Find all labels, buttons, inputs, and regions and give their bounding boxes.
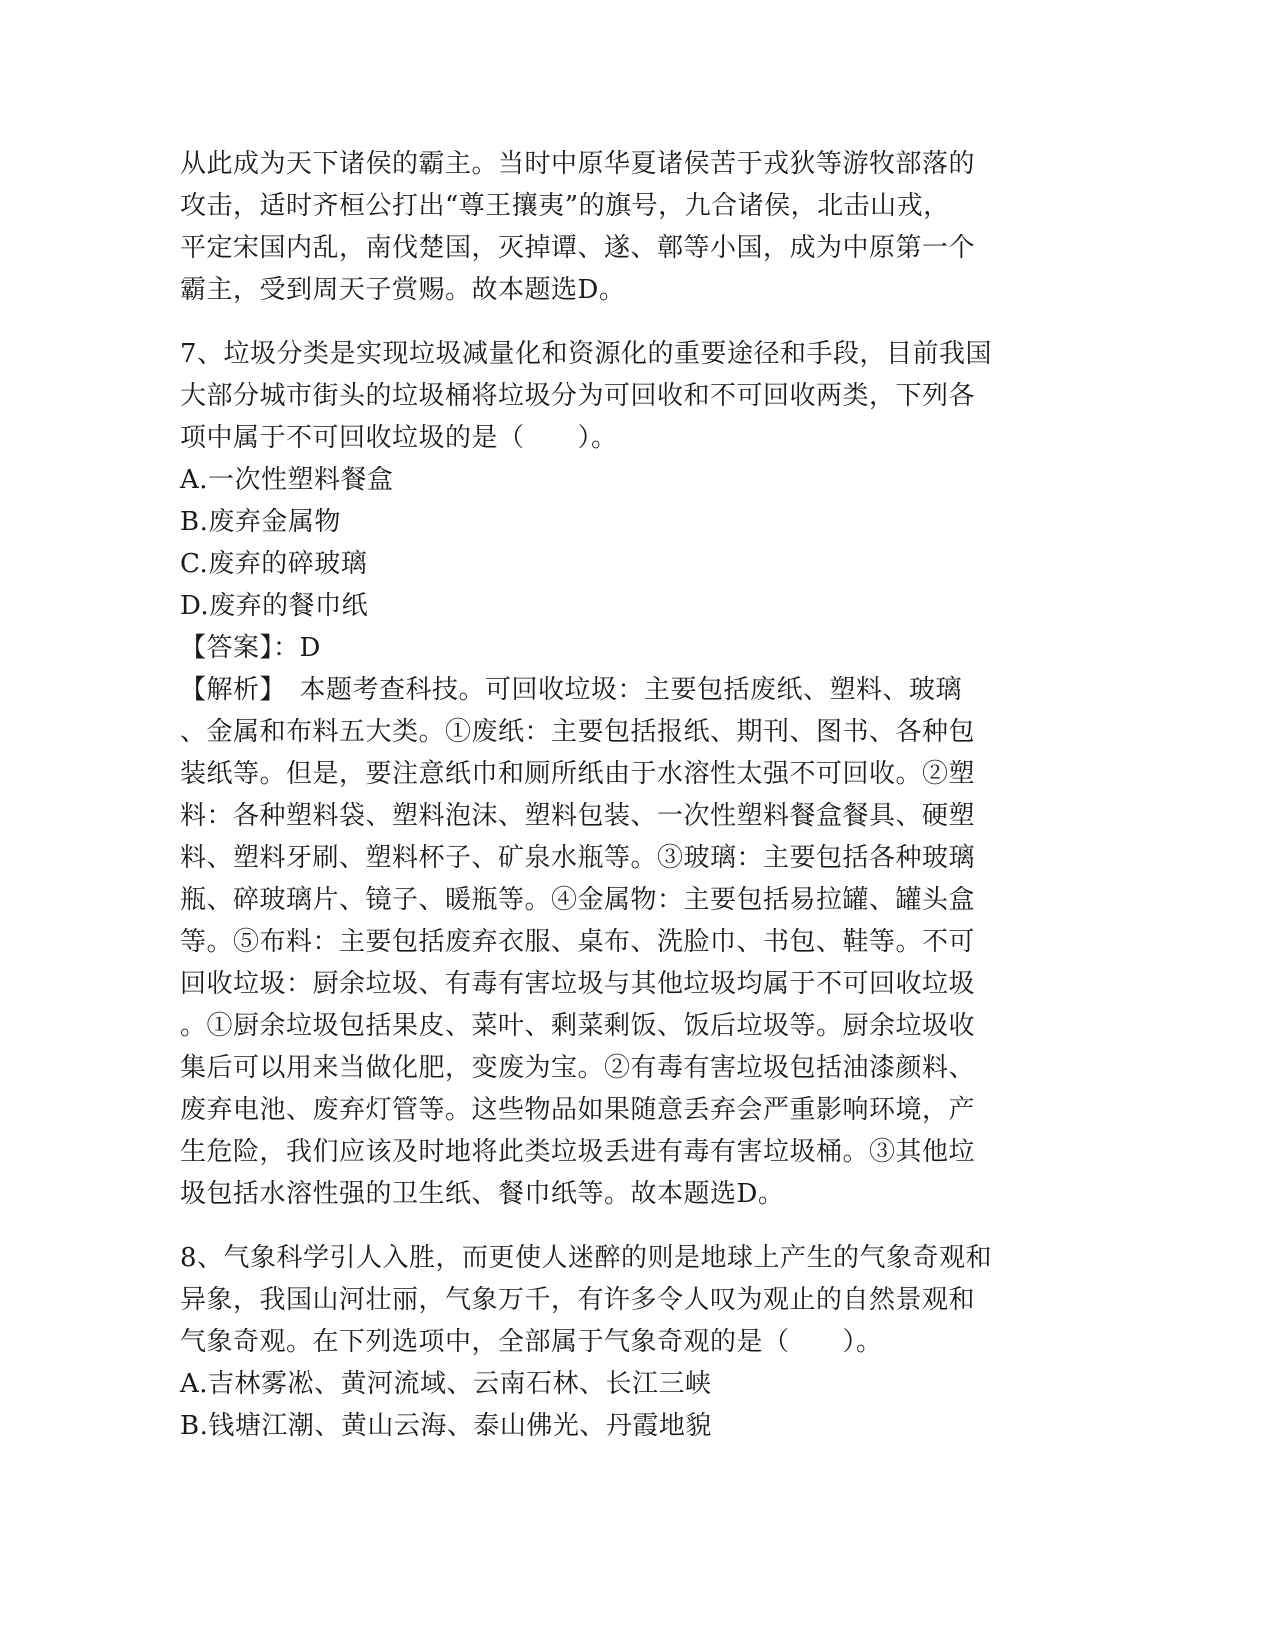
text-line: 霸主，受到周天子赏赐。故本题选D。 [180, 275, 626, 305]
question-stem-line: 异象，我国山河壮丽，气象万千，有许多令人叹为观止的自然景观和 [180, 1285, 976, 1315]
answer-line: 【答案】：D [180, 633, 321, 663]
option-c: C.废弃的碎玻璃 [180, 549, 368, 579]
analysis-line: 料：各种塑料袋、塑料泡沫、塑料包装、一次性塑料餐盒餐具、硬塑 [180, 801, 976, 831]
option-a: A.一次性塑料餐盒 [180, 465, 394, 495]
spacer [180, 311, 1040, 333]
spacer [180, 1215, 1040, 1237]
question-8 [180, 1237, 1040, 1447]
option-a: A.吉林雾凇、黄河流域、云南石林、长江三峡 [180, 1369, 712, 1399]
analysis-line: 集后可以用来当做化肥，变废为宝。②有毒有害垃圾包括油漆颜料、 [180, 1053, 976, 1083]
option-d: D.废弃的餐巾纸 [180, 591, 369, 621]
question-stem-line: 项中属于不可回收垃圾的是（ ）。 [180, 423, 618, 453]
analysis-line: 装纸等。但是，要注意纸巾和厕所纸由于水溶性太强不可回收。②塑 [180, 759, 976, 789]
analysis-line: 圾包括水溶性强的卫生纸、餐巾纸等。故本题选D。 [180, 1179, 785, 1209]
text-line: 平定宋国内乱，南伐楚国，灭掉谭、遂、鄣等小国，成为中原第一个 [180, 233, 976, 263]
text-line: 从此成为天下诸侯的霸主。当时中原华夏诸侯苦于戎狄等游牧部落的 [180, 149, 976, 179]
question-stem-line: 7、垃圾分类是实现垃圾减量化和资源化的重要途径和手段，目前我国 [180, 339, 993, 369]
question-stem-line: 大部分城市街头的垃圾桶将垃圾分为可回收和不可回收两类，下列各 [180, 381, 976, 411]
analysis-line: 、金属和布料五大类。①废纸：主要包括报纸、期刊、图书、各种包 [180, 717, 976, 747]
analysis-line: 。①厨余垃圾包括果皮、菜叶、剩菜剩饭、饭后垃圾等。厨余垃圾收 [180, 1011, 976, 1041]
analysis-line: 废弃电池、废弃灯管等。这些物品如果随意丢弃会严重影响环境，产 [180, 1095, 976, 1125]
analysis-line: 回收垃圾：厨余垃圾、有毒有害垃圾与其他垃圾均属于不可回收垃圾 [180, 969, 976, 999]
option-b: B.废弃金属物 [180, 507, 341, 537]
analysis-line: 料、塑料牙刷、塑料杯子、矿泉水瓶等。③玻璃：主要包括各种玻璃 [180, 843, 976, 873]
question-stem-line: 8、气象科学引人入胜，而更使人迷醉的则是地球上产生的气象奇观和 [180, 1243, 993, 1273]
option-b: B.钱塘江潮、黄山云海、泰山佛光、丹霞地貌 [180, 1411, 712, 1441]
prev-explanation [180, 143, 1040, 311]
question-stem-line: 气象奇观。在下列选项中，全部属于气象奇观的是（ ）。 [180, 1327, 883, 1357]
analysis-line: 瓶、碎玻璃片、镜子、暖瓶等。④金属物：主要包括易拉罐、罐头盒 [180, 885, 976, 915]
analysis-line: 等。⑤布料：主要包括废弃衣服、桌布、洗脸巾、书包、鞋等。不可 [180, 927, 976, 957]
analysis-line: 【解析】 本题考查科技。可回收垃圾：主要包括废纸、塑料、玻璃 [180, 675, 963, 705]
analysis-line: 生危险，我们应该及时地将此类垃圾丢进有毒有害垃圾桶。③其他垃 [180, 1137, 976, 1167]
document-page [180, 143, 1040, 1447]
question-7 [180, 333, 1040, 1215]
text-line: 攻击，适时齐桓公打出“尊王攘夷”的旗号，九合诸侯，北击山戎， [180, 191, 950, 221]
